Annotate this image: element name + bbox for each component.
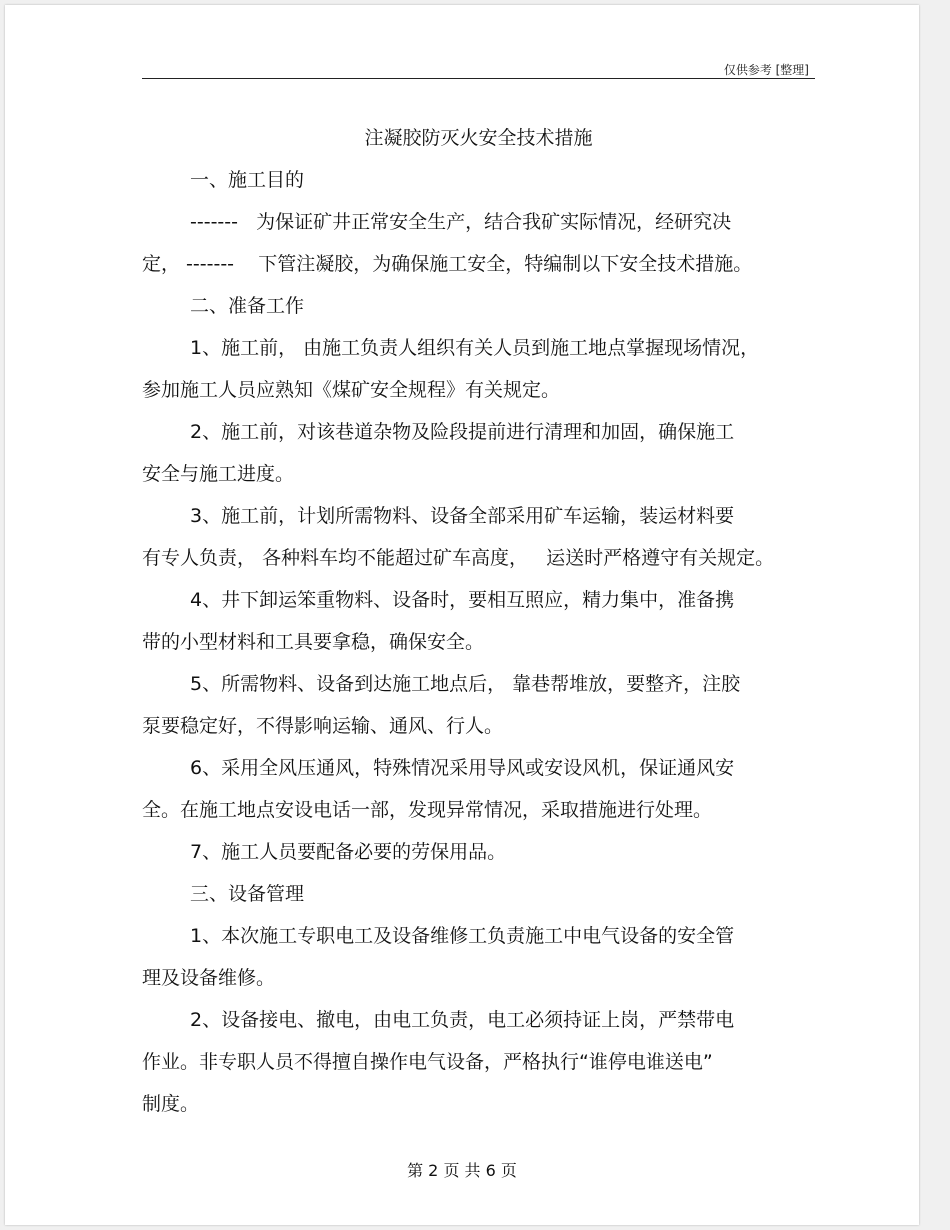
paragraph-line: 1、施工前， 由施工负责人组织有关人员到施工地点掌握现场情况， — [190, 337, 760, 359]
paragraph-line: 安全与施工进度。 — [142, 463, 295, 485]
page-number: 第 2 页 共 6 页 — [407, 1161, 517, 1180]
paragraph-line: 2、设备接电、撤电，由电工负责，电工必须持证上岗，严禁带电 — [190, 1009, 735, 1031]
section-heading: 三、设备管理 — [190, 883, 305, 905]
paragraph-line: 带的小型材料和工具要拿稳，确保安全。 — [142, 631, 485, 653]
header-note: 仅供参考 [整理] — [723, 63, 809, 77]
document-body — [142, 117, 815, 1125]
section-heading: 二、准备工作 — [190, 295, 305, 317]
paragraph-line: 5、所需物料、设备到达施工地点后， 靠巷帮堆放，要整齐，注胶 — [190, 673, 741, 695]
paragraph-line: 理及设备维修。 — [142, 967, 276, 989]
paragraph-line: 制度。 — [142, 1093, 200, 1115]
paragraph-line: 作业。非专职人员不得擅自操作电气设备，严格执行“谁停电谁送电” — [142, 1051, 713, 1073]
document-title: 注凝胶防灭火安全技术措施 — [364, 127, 593, 149]
paragraph-line: 7、施工人员要配备必要的劳保用品。 — [190, 841, 507, 863]
paragraph-line: 1、本次施工专职电工及设备维修工负责施工中电气设备的安全管 — [190, 925, 735, 947]
paragraph-line: 3、施工前，计划所需物料、设备全部采用矿车运输，装运材料要 — [190, 505, 735, 527]
paragraph-line: 参加施工人员应熟知《煤矿安全规程》有关规定。 — [142, 379, 561, 401]
paragraph-line: ------- 为保证矿井正常安全生产，结合我矿实际情况，经研究决 — [190, 211, 732, 233]
paragraph-line: 有专人负责， 各种料车均不能超过矿车高度， 运送时严格遵守有关规定。 — [142, 547, 775, 569]
document-page — [5, 5, 919, 1225]
paragraph-line: 定， ------- 下管注凝胶，为确保施工安全，特编制以下安全技术措施。 — [142, 253, 753, 275]
paragraph-line: 全。在施工地点安设电话一部，发现异常情况，采取措施进行处理。 — [142, 799, 713, 821]
paragraph-line: 2、施工前，对该巷道杂物及险段提前进行清理和加固，确保施工 — [190, 421, 735, 443]
header-rule — [142, 78, 815, 79]
paragraph-line: 6、采用全风压通风，特殊情况采用导风或安设风机，保证通风安 — [190, 757, 735, 779]
section-heading: 一、施工目的 — [190, 169, 305, 191]
paragraph-line: 泵要稳定好，不得影响运输、通风、行人。 — [142, 715, 504, 737]
paragraph-line: 4、井下卸运笨重物料、设备时，要相互照应，精力集中，准备携 — [190, 589, 735, 611]
